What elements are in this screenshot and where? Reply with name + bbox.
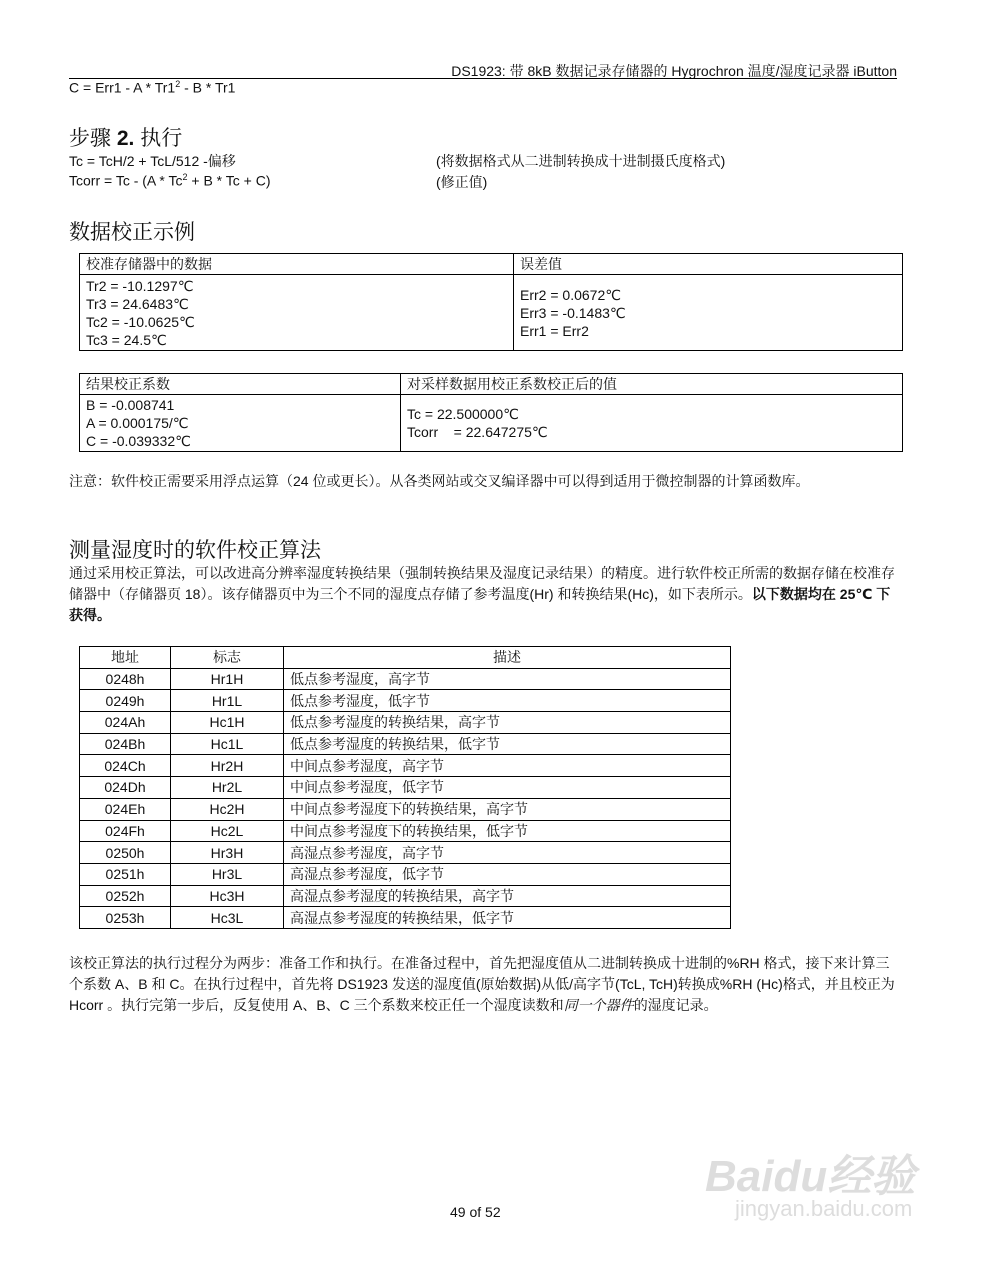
table-row <box>80 798 731 820</box>
flag-cell: Hr2H <box>171 755 284 777</box>
heading-text: 执行 <box>134 127 183 150</box>
paragraph-italic-text: 同一个器件 <box>563 997 634 1013</box>
humidity-register-table <box>79 646 731 929</box>
table-row <box>80 668 731 690</box>
description-cell: 中间点参考湿度下的转换结果，高字节 <box>284 798 731 820</box>
table-row <box>80 863 731 885</box>
value-line: Err1 = Err2 <box>520 322 589 339</box>
flag-cell: Hr3L <box>171 863 284 885</box>
heading-number: 2. <box>116 127 135 150</box>
address-cell: 024Bh <box>80 733 171 755</box>
description-cell: 高湿点参考湿度，低字节 <box>284 863 731 885</box>
value-line: Tcorr = 22.647275℃ <box>407 424 548 440</box>
value-line: Err2 = 0.0672℃ <box>520 286 621 303</box>
flag-cell: Hr1L <box>171 690 284 712</box>
description-cell: 高湿点参考湿度，高字节 <box>284 842 731 864</box>
description-cell: 低点参考湿度的转换结果，高字节 <box>284 712 731 734</box>
address-cell: 0248h <box>80 668 171 690</box>
table-header: 校准存储器中的数据 <box>80 254 514 275</box>
table-cell <box>514 275 903 351</box>
table-row <box>80 733 731 755</box>
flag-cell: Hr3H <box>171 842 284 864</box>
table-row <box>80 885 731 907</box>
formula-c <box>69 79 235 96</box>
value-line: C = -0.039332℃ <box>86 433 191 449</box>
value-line: Err3 = -0.1483℃ <box>520 304 626 321</box>
value-line: Tr3 = 24.6483℃ <box>86 295 189 312</box>
table-header: 对采样数据用校正系数校正后的值 <box>401 374 903 395</box>
table-row <box>80 712 731 734</box>
final-paragraph <box>69 953 895 1016</box>
description-cell: 低点参考湿度的转换结果，低字节 <box>284 733 731 755</box>
formula-tc: Tc = TcH/2 + TcL/512 -偏移 <box>69 153 236 169</box>
heading-text: 步骤 <box>69 127 117 150</box>
address-cell: 024Fh <box>80 820 171 842</box>
value-line: A = 0.000175/℃ <box>86 415 189 431</box>
superscript: 2 <box>182 172 188 182</box>
value-line: Tc2 = -10.0625℃ <box>86 313 195 330</box>
description-cell: 高湿点参考湿度的转换结果，低字节 <box>284 907 731 929</box>
address-cell: 0253h <box>80 907 171 929</box>
address-cell: 0251h <box>80 863 171 885</box>
flag-cell: Hc2L <box>171 820 284 842</box>
formula-tc-note: (将数据格式从二进制转换成十进制摄氏度格式) <box>436 153 726 169</box>
table-header: 描述 <box>284 647 731 669</box>
paragraph-text: 该校正算法的执行过程分为两步：准备工作和执行。在准备过程中，首先把湿度值从二进制转换成十进制的%RH 格式，接下来计算三个系数 A、B 和 C。在执行过程中，首先将 DS1923 发送的湿度值(原始数据)从低/高字节(TcL, TcH)转换成%RH (Hc)格式，并且校正为 Hcorr 。执行完第一步后，反复使用 A、B、C 三个系数来校正任一个湿度读数和 <box>69 955 895 1013</box>
formula-text: + B * Tc + C) <box>187 172 271 189</box>
formula-text: C = Err1 - A * Tr1 <box>69 79 176 96</box>
note-paragraph: 注意：软件校正需要采用浮点运算（24 位或更长）。从各类网站或交叉编译器中可以得到适用于微控制器的计算函数库。 <box>69 473 810 489</box>
address-cell: 024Dh <box>80 777 171 799</box>
table-row <box>80 690 731 712</box>
address-cell: 0249h <box>80 690 171 712</box>
formula-tcorr <box>69 172 270 189</box>
formula-text: Tcorr = Tc - (A * Tc <box>69 172 183 189</box>
description-cell: 中间点参考湿度下的转换结果，低字节 <box>284 820 731 842</box>
value-line: B = -0.008741 <box>86 397 175 413</box>
table-row <box>80 820 731 842</box>
formula-text: - B * Tr1 <box>180 79 236 96</box>
table-row <box>80 755 731 777</box>
table-header: 误差值 <box>514 254 903 275</box>
table-row <box>80 842 731 864</box>
table-row <box>80 777 731 799</box>
calibration-data-table <box>79 253 903 351</box>
description-cell: 低点参考湿度，低字节 <box>284 690 731 712</box>
address-cell: 024Ch <box>80 755 171 777</box>
flag-cell: Hc3H <box>171 885 284 907</box>
flag-cell: Hc2H <box>171 798 284 820</box>
flag-cell: Hc1L <box>171 733 284 755</box>
table-header: 结果校正系数 <box>80 374 401 395</box>
table-header: 标志 <box>171 647 284 669</box>
value-line: Tc = 22.500000℃ <box>407 406 519 422</box>
watermark-url: jingyan.baidu.com <box>735 1196 913 1221</box>
page-header: DS1923: 带 8kB 数据记录存储器的 Hygrochron 温度/湿度记录器 iButton <box>451 63 897 79</box>
paragraph-bold-text: 以下数据均在 25℃ 下获得。 <box>69 586 891 623</box>
description-cell: 中间点参考湿度，高字节 <box>284 755 731 777</box>
address-cell: 024Ah <box>80 712 171 734</box>
superscript: 2 <box>175 79 181 89</box>
description-cell: 中间点参考湿度，低字节 <box>284 777 731 799</box>
address-cell: 0252h <box>80 885 171 907</box>
page-number: 49 of 52 <box>450 1204 501 1220</box>
flag-cell: Hc1H <box>171 712 284 734</box>
humidity-heading: 测量湿度时的软件校正算法 <box>69 539 321 562</box>
description-cell: 低点参考湿度，高字节 <box>284 668 731 690</box>
formula-tcorr-note: (修正值) <box>436 174 488 190</box>
coefficient-table <box>79 373 903 452</box>
humidity-paragraph <box>69 563 895 626</box>
flag-cell: Hr2L <box>171 777 284 799</box>
description-cell: 高湿点参考湿度的转换结果，高字节 <box>284 885 731 907</box>
value-line: Tc3 = 24.5℃ <box>86 331 167 348</box>
address-cell: 024Eh <box>80 798 171 820</box>
value-line: Tr2 = -10.1297℃ <box>86 277 194 294</box>
watermark-logo: Baidu经验 <box>705 1152 916 1201</box>
table-cell <box>80 395 401 452</box>
table-row <box>80 907 731 929</box>
paragraph-text: 的湿度记录。 <box>633 997 718 1013</box>
step2-heading <box>69 122 182 152</box>
address-cell: 0250h <box>80 842 171 864</box>
table-header: 地址 <box>80 647 171 669</box>
paragraph-text: 通过采用校正算法，可以改进高分辨率湿度转换结果（强制转换结果及湿度记录结果）的精度。进行软件校正所需的数据存储在校准存储器中（存储器页 18）。该存储器页中为三个不同的湿度点存储了参考温度(Hr) 和转换结果(Hc)，如下表所示。 <box>69 565 895 602</box>
example-heading: 数据校正示例 <box>69 221 195 244</box>
flag-cell: Hr1H <box>171 668 284 690</box>
table-cell <box>80 275 514 351</box>
flag-cell: Hc3L <box>171 907 284 929</box>
table-cell <box>401 395 903 452</box>
